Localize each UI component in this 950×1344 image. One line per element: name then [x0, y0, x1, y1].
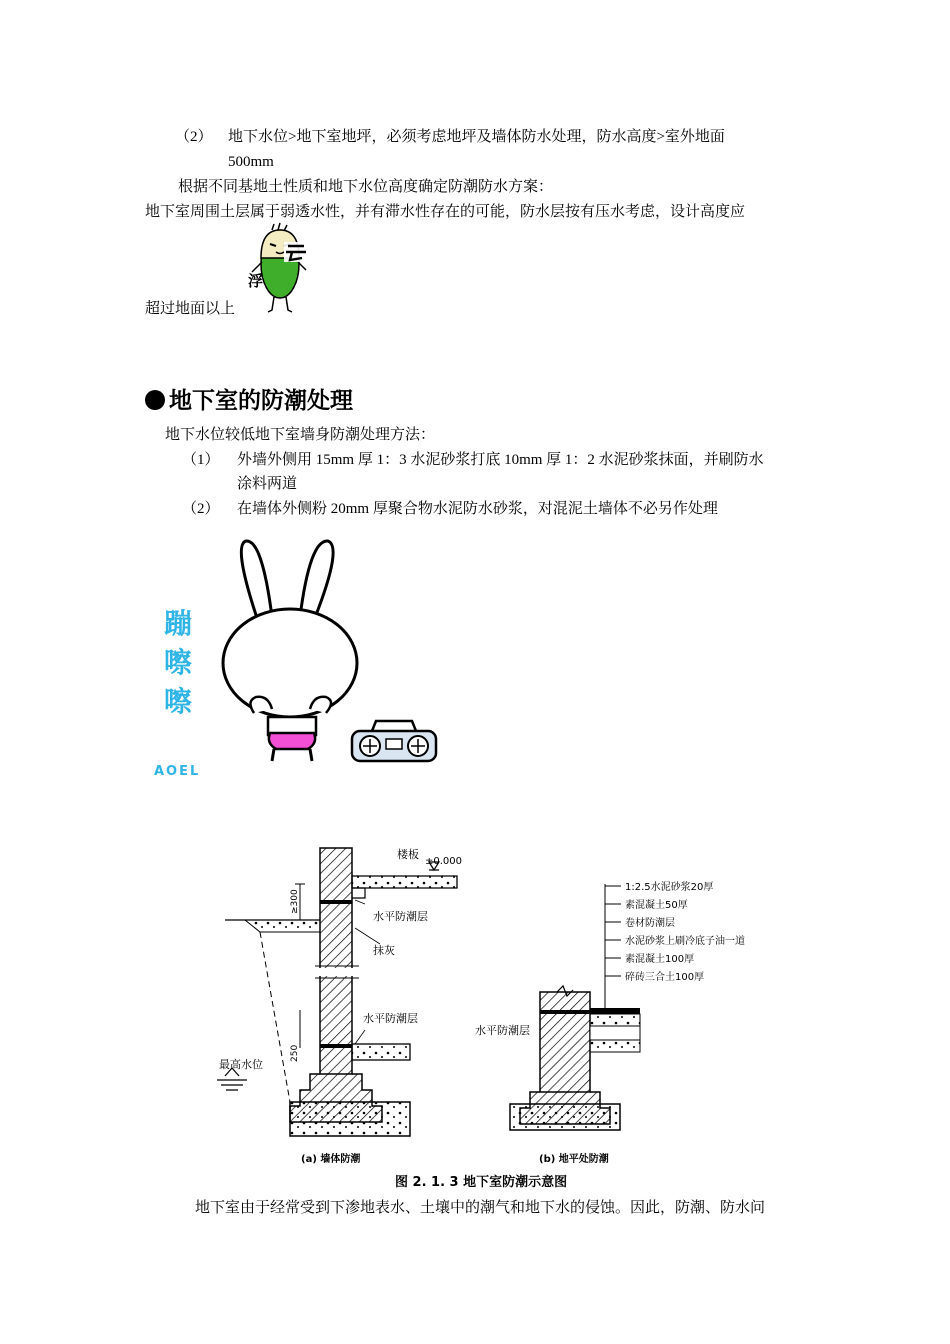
item-number: （2） [182, 501, 220, 517]
figure-title: 图 2. 1. 3 地下室防潮示意图 [395, 1175, 568, 1190]
paragraph-line: 地下室周围土层属于弱透水性，并有滞水性存在的可能，防水层按有压水考虑，设计高度应 [145, 204, 746, 220]
layer-label: 水泥砂浆上刷冷底子油一道 [625, 936, 745, 947]
sticker-brand: AOEL [154, 764, 201, 779]
item-number: （2） [175, 129, 213, 145]
paragraph-line: 地下室由于经常受到下渗地表水、土壤中的潮气和地下水的侵蚀。因此，防潮、防水问 [195, 1200, 766, 1216]
paragraph-line: 在墙体外侧粉 20mm 厚聚合物水泥防水砂浆，对混泥土墙体不必另作处理 [237, 501, 718, 517]
floor-diagram-b [510, 884, 640, 1130]
bean-sticker-image [244, 222, 314, 316]
paragraph-line: 外墙外侧用 15mm 厚 1：3 水泥砂浆打底 10mm 厚 1：2 水泥砂浆抹面，并刷防水 [237, 452, 764, 468]
paragraph-line: 地下水位较低地下室墙身防潮处理方法： [165, 427, 436, 443]
paragraph-line: 根据不同基地土性质和地下水位高度确定防潮防水方案： [178, 179, 554, 195]
item-number: （1） [182, 452, 220, 468]
basement-damp-proof-diagram [205, 840, 805, 1200]
sticker-char: 蹦 [164, 607, 193, 640]
diagram-label: 楼板 [397, 848, 419, 861]
layer-label: 素混凝土100厚 [625, 954, 695, 965]
rabbit-sticker-image [150, 535, 445, 785]
diagram-label: 最高水位 [219, 1058, 263, 1071]
diagram-label: 抹灰 [373, 944, 395, 957]
diagram-caption: (a) 墙体防潮 [301, 1154, 361, 1165]
wall-diagram-a [217, 848, 457, 1136]
paragraph-line: 500mm [228, 154, 274, 170]
diagram-label: 水平防潮层 [363, 1012, 418, 1025]
paragraph-line: 超过地面以上 [145, 301, 236, 317]
layer-label: 1:2.5水泥砂浆20厚 [625, 882, 714, 893]
sticker-char: 嚓 [164, 646, 193, 679]
sticker-char: 嚓 [164, 685, 193, 718]
bullet-icon [145, 390, 165, 410]
section-heading: 地下室的防潮处理 [145, 382, 353, 415]
diagram-label: ≥300 [290, 889, 300, 914]
layer-label: 素混凝土50厚 [625, 900, 688, 911]
layer-label: 卷材防潮层 [625, 918, 675, 929]
diagram-caption: (b) 地平处防潮 [539, 1154, 609, 1165]
sticker-text: 浮 [248, 272, 264, 290]
layer-label: 碎砖三合土100厚 [625, 972, 705, 983]
paragraph-line: 地下水位>地下室地坪，必须考虑地坪及墙体防水处理，防水高度>室外地面 [228, 129, 725, 145]
diagram-label: 水平防潮层 [373, 910, 428, 923]
diagram-label: 水平防潮层 [475, 1024, 530, 1037]
paragraph-line: 涂料两道 [237, 476, 298, 492]
diagram-label: ±0.000 [425, 856, 463, 867]
diagram-label: 250 [290, 1044, 300, 1062]
